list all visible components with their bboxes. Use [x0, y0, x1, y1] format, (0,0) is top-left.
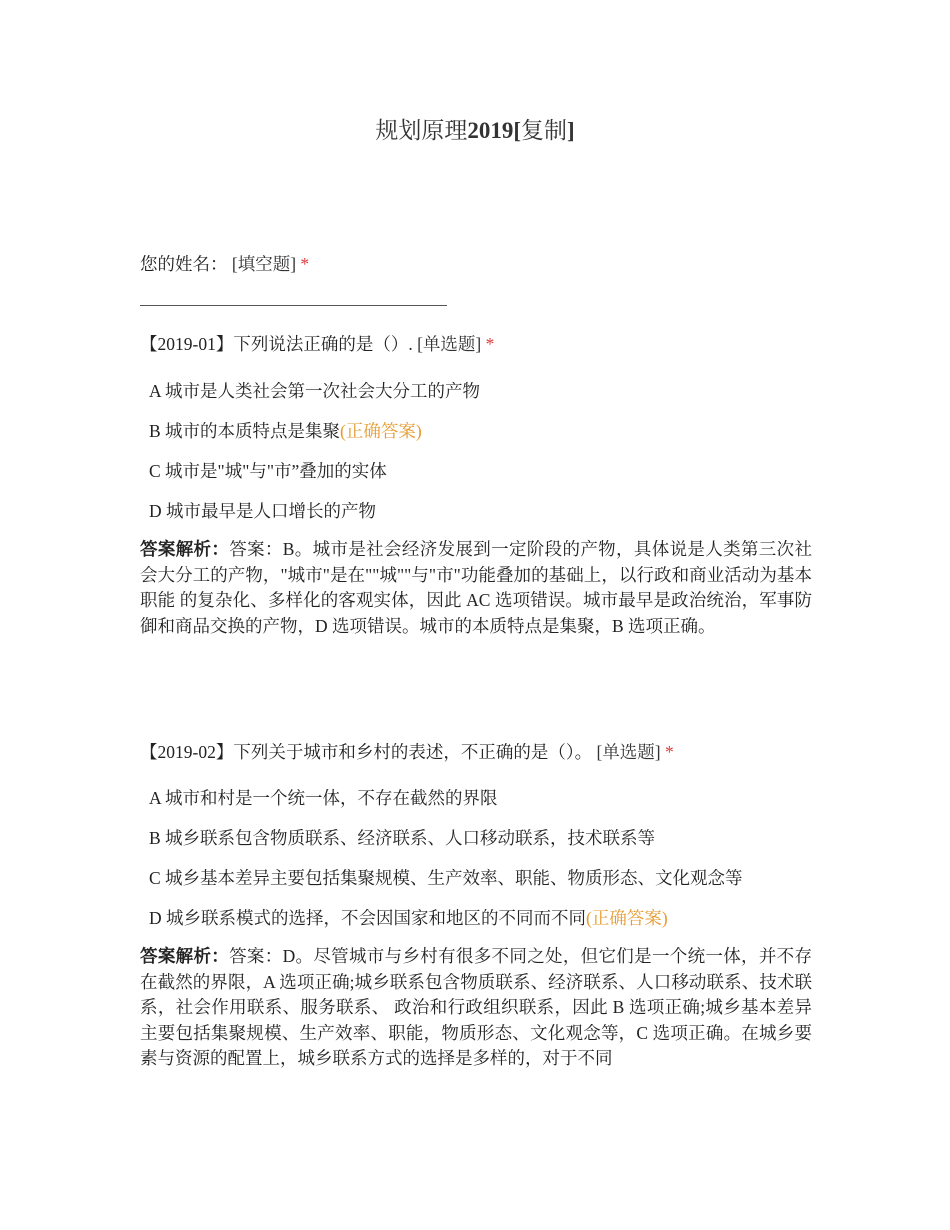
question-stem: 【2019-01】下列说法正确的是（）. [140, 334, 418, 354]
q1-analysis [140, 537, 812, 639]
q2-option-d[interactable] [149, 906, 668, 930]
option-text: D 城乡联系模式的选择，不会因国家和地区的不同而不同 [149, 908, 587, 928]
q2-option-a[interactable] [149, 786, 498, 810]
analysis-label: 答案解析： [140, 946, 230, 966]
correct-answer-label: (正确答案) [586, 908, 668, 928]
document-title [0, 112, 950, 145]
option-text: D 城市最早是人口增长的产物 [149, 501, 377, 521]
option-text: A 城市和村是一个统一体，不存在截然的界限 [149, 788, 498, 808]
q1-option-b[interactable] [149, 419, 422, 443]
q1-option-d[interactable] [149, 499, 376, 523]
name-question [140, 252, 820, 276]
title-bracket: ] [567, 118, 575, 143]
question-type-tag: [单选题] [417, 334, 482, 354]
option-text: A 城市是人类社会第一次社会大分工的产物 [149, 381, 481, 401]
name-answer-line[interactable] [140, 305, 447, 306]
required-mark: * [664, 742, 674, 762]
question-1-stem [140, 332, 820, 356]
analysis-text: 答案：D。尽管城市与乡村有很多不同之处，但它们是一个统一体，并不存在截然的界限，A 选项正确;城乡联系包含物质联系、经济联系、人口移动联系、技术联系，社会作用联系、服务联系、 政治和行政组织联系，因此 B 选项正确;城乡基本差异主要包括集聚规模、生产效率、职能，物质形态、文化观念等，C 选项正确。在城乡要素与资源的配置上，城乡联系方式的选择是多样的，对于不同 [140, 946, 813, 1068]
question-type-tag: [单选题] [596, 742, 661, 762]
name-label: 您的姓名： [140, 254, 228, 274]
q2-option-c[interactable] [149, 866, 743, 890]
q2-analysis [140, 944, 812, 1072]
question-2-stem [140, 740, 820, 764]
title-year: 2019[ [467, 118, 521, 143]
title-prefix: 规划原理 [375, 118, 468, 143]
correct-answer-label: (正确答案) [340, 421, 422, 441]
question-type-tag: [填空题] [231, 254, 297, 274]
required-mark: * [485, 334, 495, 354]
option-text: B 城乡联系包含物质联系、经济联系、人口移动联系，技术联系等 [149, 828, 656, 848]
option-text: B 城市的本质特点是集聚 [149, 421, 341, 441]
required-mark: * [300, 254, 310, 274]
title-copy: 复制 [521, 118, 567, 143]
q2-option-b[interactable] [149, 826, 655, 850]
q1-option-c[interactable] [149, 459, 387, 483]
analysis-label: 答案解析： [140, 539, 230, 559]
analysis-text: 答案：B。城市是社会经济发展到一定阶段的产物，具体说是人类第三次社会大分工的产物，"城市"是在""城""与"市"功能叠加的基础上，以行政和商业活动为基本职能 的复杂化、多样化的客观实体，因此 AC 选项错误。城市最早是政治统治，军事防御和商品交换的产物，D 选项错误。城市的本质特点是集聚，B 选项正确。 [140, 539, 812, 636]
option-text: C 城市是"城"与"市”叠加的实体 [149, 461, 387, 481]
q1-option-a[interactable] [149, 379, 480, 403]
option-text: C 城乡基本差异主要包括集聚规模、生产效率、职能、物质形态、文化观念等 [149, 868, 743, 888]
question-stem: 【2019-02】下列关于城市和乡村的表述，不正确的是（）。 [140, 742, 597, 762]
